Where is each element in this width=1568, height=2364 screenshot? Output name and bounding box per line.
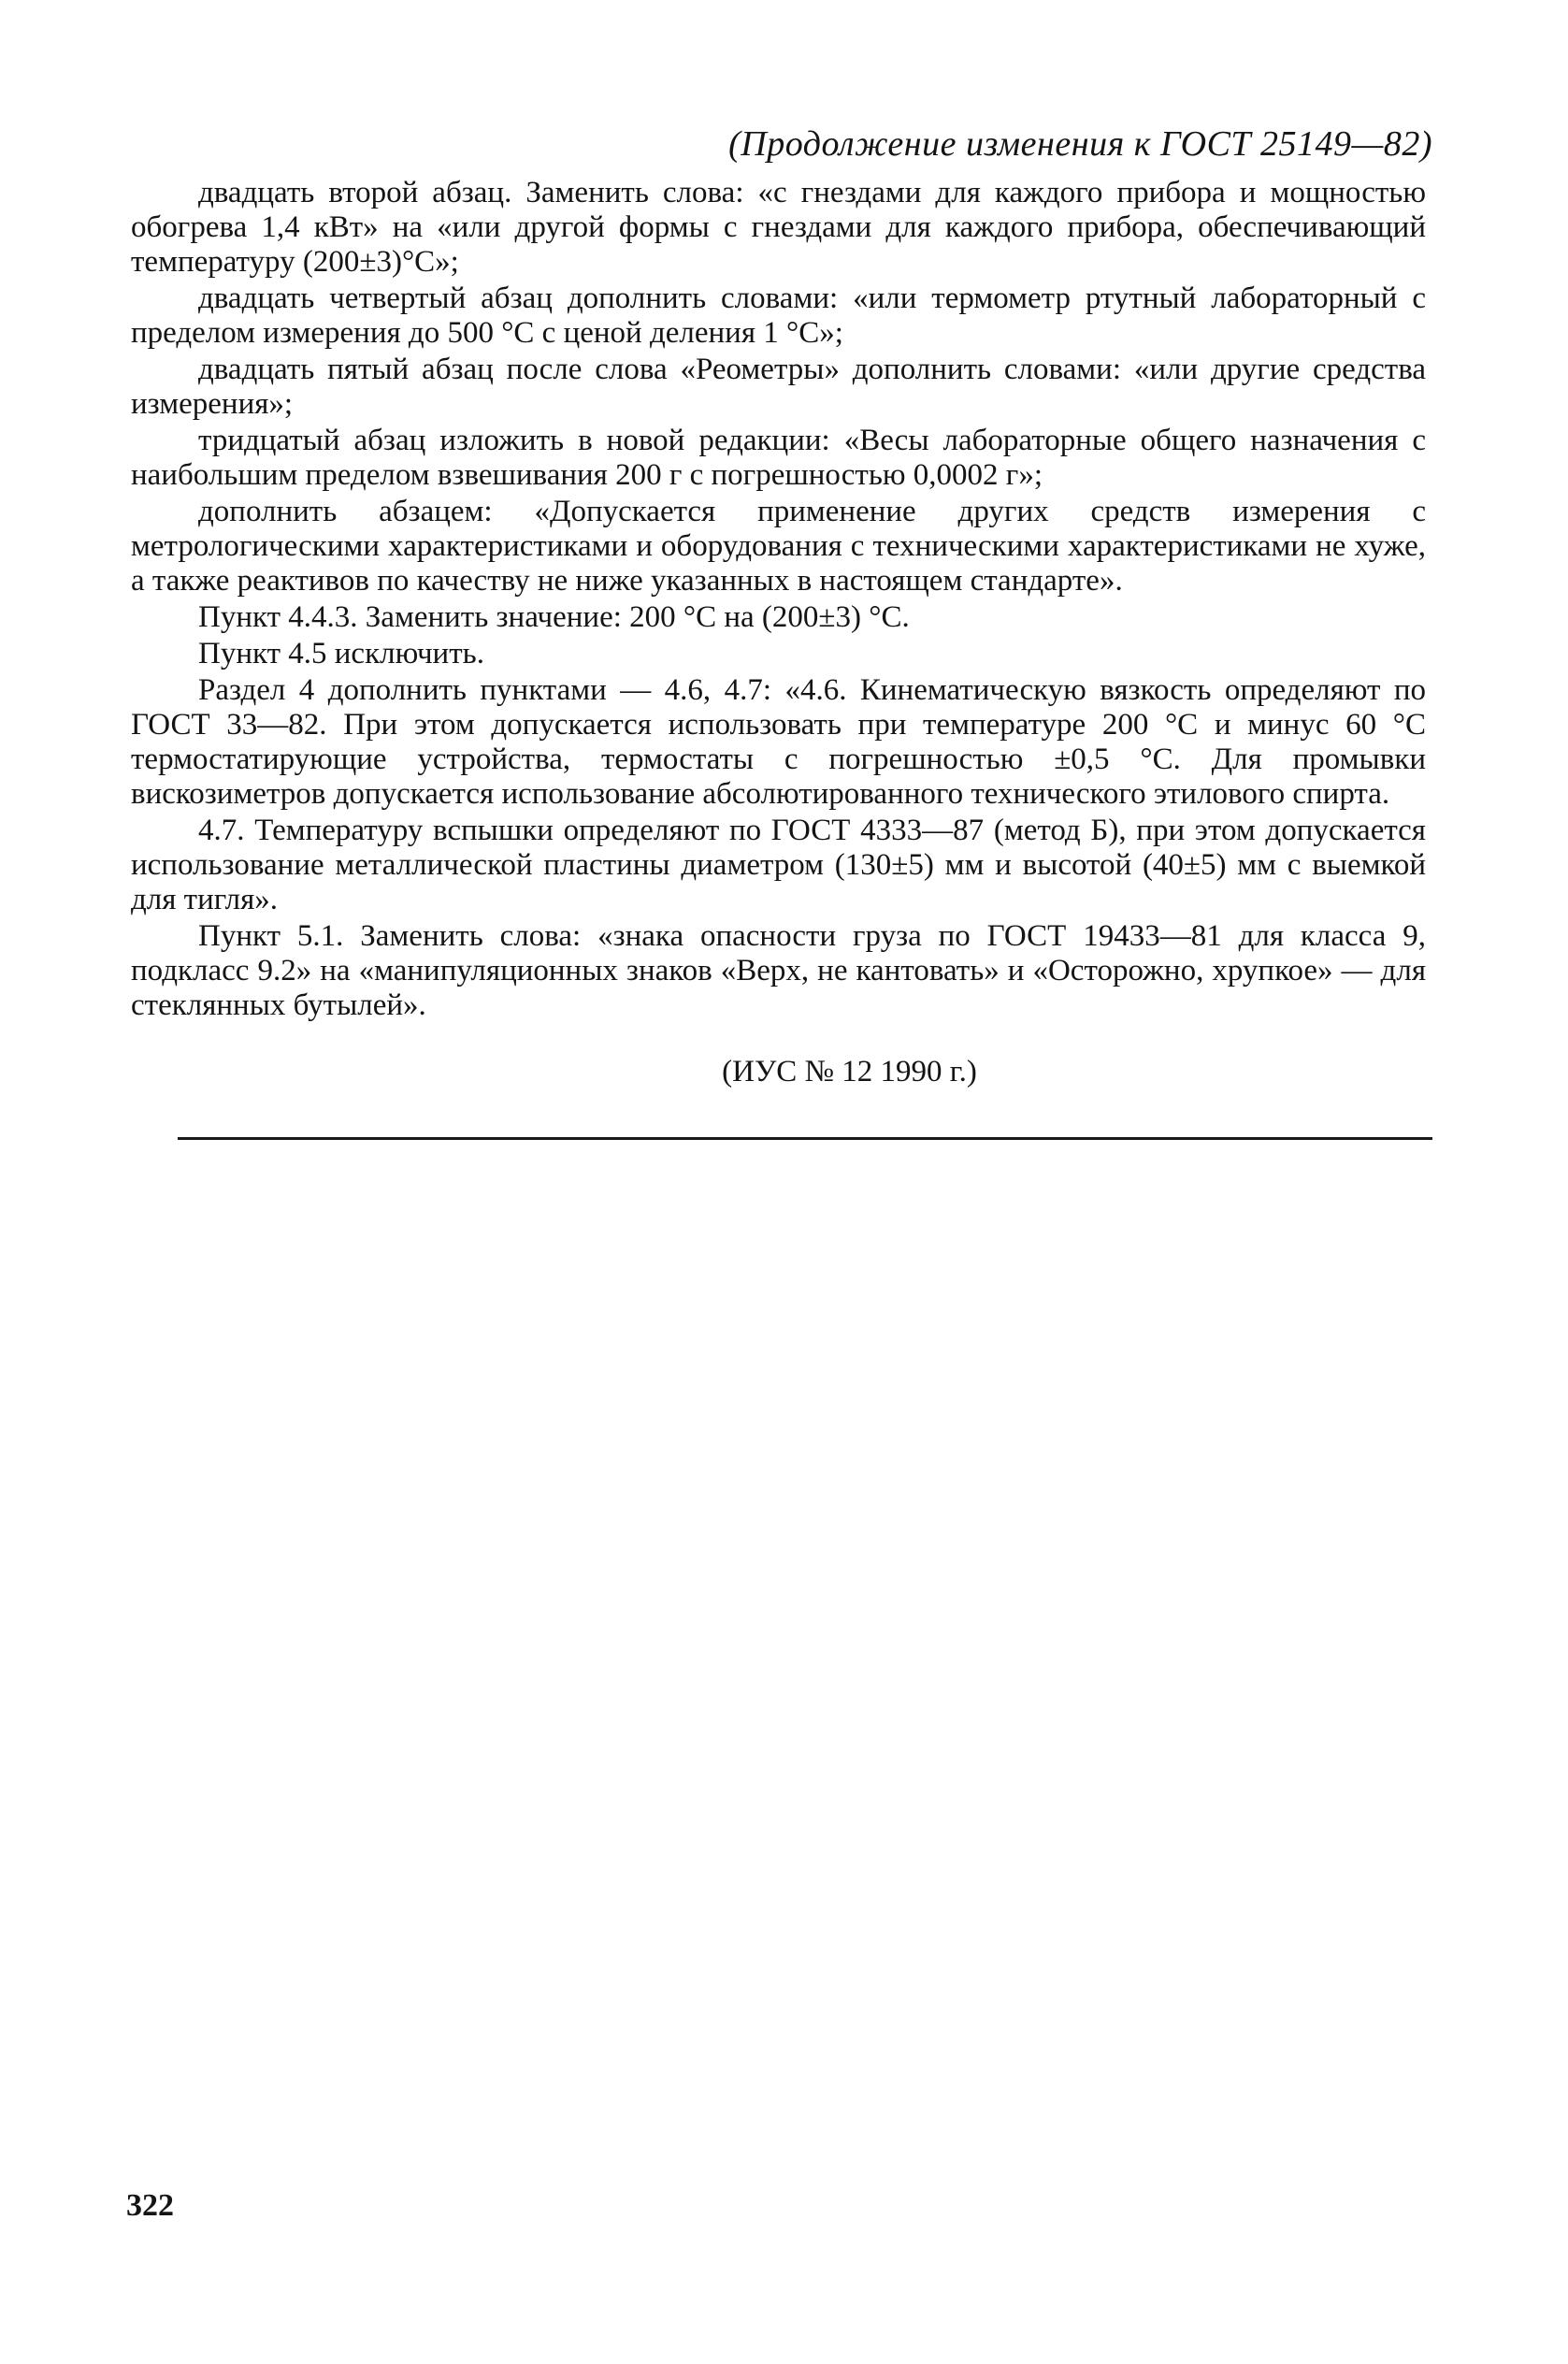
paragraph-25th-indent: двадцать пятый абзац после слова «Реометры» дополнить словами: «или другие средства измерения»; <box>131 353 1426 421</box>
paragraph-22nd-indent: двадцать второй абзац. Заменить слова: «с гнездами для каждого прибора и мощностью обогрева 1,4 кВт» на «или другой формы с гнездами для каждого прибора, обеспечивающий температуру (200±3)°С»; <box>131 176 1426 279</box>
running-header: (Продолжение изменения к ГОСТ 25149—82) <box>728 124 1432 164</box>
paragraph-24th-indent: двадцать четвертый абзац дополнить словами: «или термометр ртутный лабораторный с пределом измерения до 500 °С с ценой деления 1 °С»; <box>131 281 1426 350</box>
paragraph-clause-4-7: 4.7. Температуру вспышки определяют по ГОСТ 4333—87 (метод Б), при этом допускается использование металлической пластины диаметром (130±5) мм и высотой (40±5) мм с выемкой для тигля». <box>131 814 1426 916</box>
horizontal-rule <box>178 1137 1432 1140</box>
paragraph-clause-5-1: Пункт 5.1. Заменить слова: «знака опасности груза по ГОСТ 19433—81 для класса 9, подкласс 9.2» на «манипуляционных знаков «Верх, не кантовать» и «Осторожно, хрупкое» — для стеклянных бутылей». <box>131 919 1426 1022</box>
paragraph-add-indent: дополнить абзацем: «Допускается применение других средств измерения с метрологическими характеристиками и оборудования с техническими характеристиками не хуже, а также реактивов по качеству не ниже указанных в настоящем стандарте». <box>131 495 1426 598</box>
paragraph-clause-4-5: Пункт 4.5 исключить. <box>198 637 484 670</box>
paragraph-30th-indent: тридцатый абзац изложить в новой редакции: «Весы лабораторные общего назначения с наибольшим пределом взвешивания 200 г с погрешностью 0,0002 г»; <box>131 424 1426 492</box>
page-number: 322 <box>126 2188 174 2223</box>
paragraph-clause-4-4-3: Пункт 4.4.3. Заменить значение: 200 °С на (200±3) °С. <box>198 600 910 634</box>
paragraph-section-4-6: Раздел 4 дополнить пунктами — 4.6, 4.7: «4.6. Кинематическую вязкость определяют по ГОСТ 33—82. При этом допускается использовать при температуре 200 °С и минус 60 °С термостатирующие устройства, термостаты с погрешностью ±0,5 °С. Для промывки вискозиметров допускается использование абсолютированного технического этилового спирта. <box>131 673 1426 811</box>
source-reference: (ИУС № 12 1990 г.) <box>722 1055 977 1088</box>
amendment-text <box>131 176 1426 1023</box>
